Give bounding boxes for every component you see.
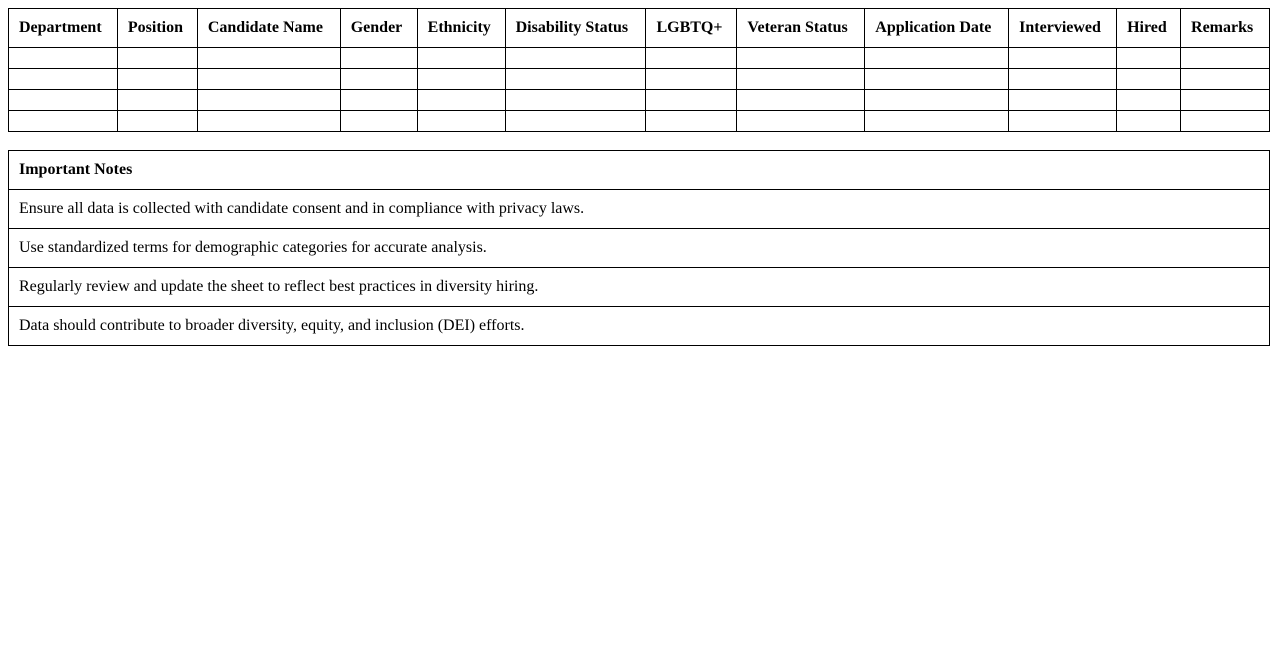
table-cell[interactable]	[197, 111, 340, 132]
table-row	[9, 69, 1270, 90]
note-text: Data should contribute to broader diversity, equity, and inclusion (DEI) efforts.	[9, 307, 1270, 346]
table-cell[interactable]	[340, 90, 417, 111]
table-cell[interactable]	[865, 48, 1009, 69]
table-cell[interactable]	[117, 48, 197, 69]
table-cell[interactable]	[1181, 48, 1270, 69]
table-cell[interactable]	[505, 48, 646, 69]
column-header-department: Department	[9, 9, 118, 48]
table-cell[interactable]	[1117, 69, 1181, 90]
column-header-ethnicity: Ethnicity	[417, 9, 505, 48]
table-cell[interactable]	[646, 69, 737, 90]
table-cell[interactable]	[737, 111, 865, 132]
column-header-position: Position	[117, 9, 197, 48]
note-row	[9, 268, 1270, 307]
table-cell[interactable]	[340, 48, 417, 69]
note-text: Use standardized terms for demographic categories for accurate analysis.	[9, 229, 1270, 268]
table-cell[interactable]	[1117, 48, 1181, 69]
note-text: Regularly review and update the sheet to reflect best practices in diversity hiring.	[9, 268, 1270, 307]
note-row	[9, 229, 1270, 268]
table-cell[interactable]	[1181, 111, 1270, 132]
table-cell[interactable]	[505, 69, 646, 90]
table-cell[interactable]	[505, 90, 646, 111]
table-cell[interactable]	[197, 90, 340, 111]
table-cell[interactable]	[737, 69, 865, 90]
table-cell[interactable]	[865, 69, 1009, 90]
table-cell[interactable]	[1009, 48, 1117, 69]
table-cell[interactable]	[505, 111, 646, 132]
table-cell[interactable]	[197, 48, 340, 69]
table-cell[interactable]	[9, 90, 118, 111]
candidate-tracking-table	[8, 8, 1270, 132]
column-header-disability-status: Disability Status	[505, 9, 646, 48]
table-cell[interactable]	[9, 48, 118, 69]
table-cell[interactable]	[737, 48, 865, 69]
table-cell[interactable]	[1181, 90, 1270, 111]
important-notes-table	[8, 150, 1270, 346]
table-row	[9, 111, 1270, 132]
note-row	[9, 307, 1270, 346]
table-cell[interactable]	[737, 90, 865, 111]
column-header-hired: Hired	[1117, 9, 1181, 48]
table-cell[interactable]	[646, 48, 737, 69]
table-cell[interactable]	[865, 90, 1009, 111]
table-cell[interactable]	[9, 69, 118, 90]
column-header-candidate-name: Candidate Name	[197, 9, 340, 48]
table-cell[interactable]	[865, 111, 1009, 132]
column-header-gender: Gender	[340, 9, 417, 48]
table-cell[interactable]	[1181, 69, 1270, 90]
table-cell[interactable]	[117, 90, 197, 111]
notes-header-row	[9, 151, 1270, 190]
note-text: Ensure all data is collected with candidate consent and in compliance with privacy laws.	[9, 190, 1270, 229]
header-row	[9, 9, 1270, 48]
table-cell[interactable]	[340, 69, 417, 90]
column-header-veteran-status: Veteran Status	[737, 9, 865, 48]
column-header-application-date: Application Date	[865, 9, 1009, 48]
table-cell[interactable]	[117, 111, 197, 132]
table-cell[interactable]	[646, 111, 737, 132]
table-row	[9, 90, 1270, 111]
table-cell[interactable]	[417, 111, 505, 132]
table-cell[interactable]	[1009, 90, 1117, 111]
column-header-remarks: Remarks	[1181, 9, 1270, 48]
table-cell[interactable]	[9, 111, 118, 132]
table-cell[interactable]	[117, 69, 197, 90]
table-cell[interactable]	[1009, 111, 1117, 132]
notes-title: Important Notes	[9, 151, 1270, 190]
table-cell[interactable]	[417, 69, 505, 90]
table-cell[interactable]	[1117, 111, 1181, 132]
table-row	[9, 48, 1270, 69]
column-header-lgbtq: LGBTQ+	[646, 9, 737, 48]
table-cell[interactable]	[340, 111, 417, 132]
table-cell[interactable]	[417, 48, 505, 69]
table-cell[interactable]	[646, 90, 737, 111]
note-row	[9, 190, 1270, 229]
table-cell[interactable]	[197, 69, 340, 90]
table-cell[interactable]	[1117, 90, 1181, 111]
column-header-interviewed: Interviewed	[1009, 9, 1117, 48]
table-cell[interactable]	[1009, 69, 1117, 90]
table-cell[interactable]	[417, 90, 505, 111]
